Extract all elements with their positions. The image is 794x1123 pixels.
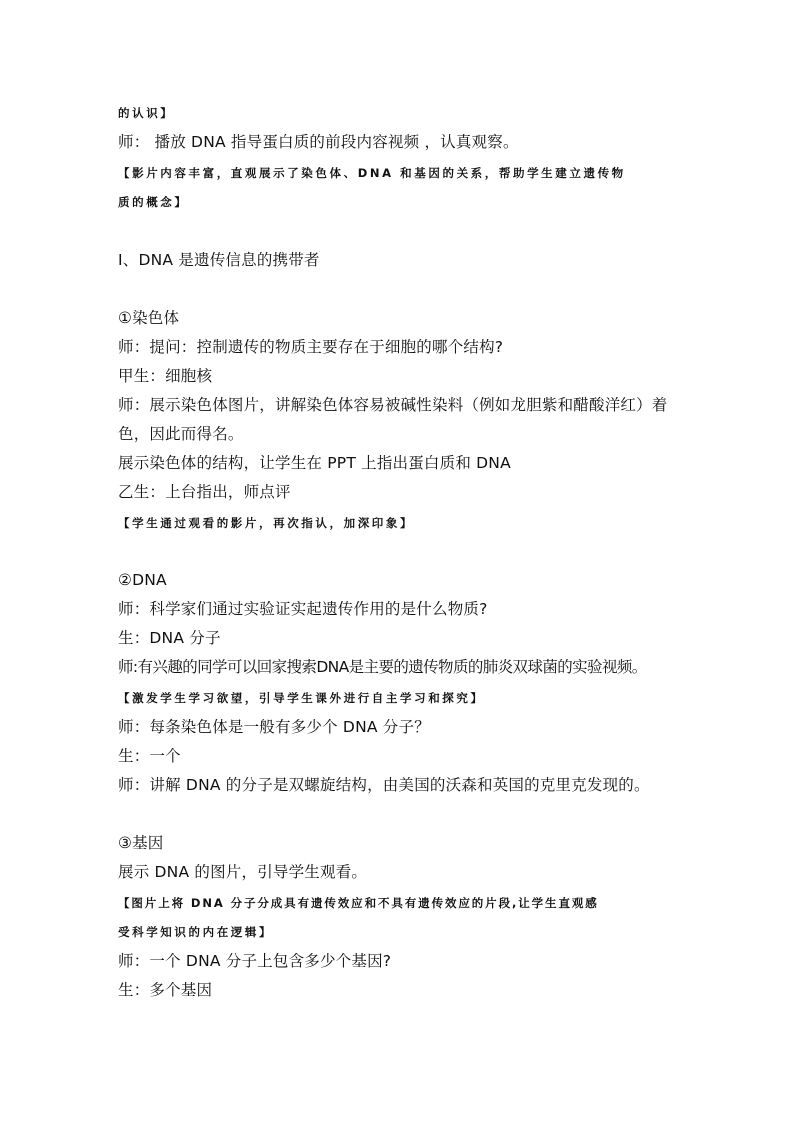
teacher-question-structure: 师：提问：控制遗传的物质主要存在于细胞的哪个结构? <box>118 338 504 356</box>
subheading-dna: ②DNA <box>118 571 167 589</box>
student-a-answer: 甲生：细胞核 <box>118 367 213 385</box>
teacher-chromosome-explanation-end: 色，因此而得名。 <box>118 425 244 443</box>
student-answer-genes: 生：多个基因 <box>118 981 213 999</box>
student-answer-dna: 生：DNA 分子 <box>118 629 221 647</box>
note-continuation: 的认识】 <box>118 106 175 120</box>
teacher-double-helix: 师：讲解 DNA 的分子是双螺旋结构，由美国的沃森和英国的克里克发现的。 <box>118 776 650 794</box>
note-dna-segments: 【图片上将 DNA 分子分成具有遗传效应和不具有遗传效应的片段,让学生直观感 <box>118 896 599 910</box>
teacher-line-video: 师： 播放 DNA 指导蛋白质的前段内容视频 ，认真观察。 <box>118 133 519 151</box>
teacher-question-genes: 师：一个 DNA 分子上包含多少个基因? <box>118 952 392 970</box>
teacher-question-count: 师：每条染色体是一般有多少个 DNA 分子？ <box>118 718 430 736</box>
note-video-purpose-end: 质的概念】 <box>118 195 189 209</box>
teacher-homework-line: 师:有兴趣的同学可以回家搜索DNA是主要的遗传物质的肺炎双球菌的实验视频。 <box>118 658 647 676</box>
note-reinforce: 【学生通过观看的影片，再次指认，加深印象】 <box>118 516 415 530</box>
note-motivation: 【激发学生学习欲望，引导学生课外进行自主学习和探究】 <box>118 691 485 705</box>
teacher-chromosome-explanation: 师：展示染色体图片，讲解染色体容易被碱性染料（例如龙胆紫和醋酸洋红）着 <box>118 396 668 414</box>
section-heading-dna-carrier: I、DNA 是遗传信息的携带者 <box>118 251 320 269</box>
teacher-question-substance: 师：科学家们通过实验证实起遗传作用的是什么物质? <box>118 600 488 618</box>
note-video-purpose: 【影片内容丰富，直观展示了染色体、DNA 和基因的关系，帮助学生建立遗传物 <box>118 166 626 180</box>
chromosome-structure-line: 展示染色体的结构，让学生在 PPT 上指出蛋白质和 DNA <box>118 454 511 472</box>
show-dna-image-line: 展示 DNA 的图片，引导学生观看。 <box>118 863 368 881</box>
subheading-chromosome: ①染色体 <box>118 309 180 327</box>
note-dna-segments-end: 受科学知识的内在逻辑】 <box>118 925 274 939</box>
student-b-answer: 乙生：上台指出，师点评 <box>118 483 291 501</box>
subheading-gene: ③基因 <box>118 834 164 852</box>
student-answer-one: 生：一个 <box>118 747 181 765</box>
